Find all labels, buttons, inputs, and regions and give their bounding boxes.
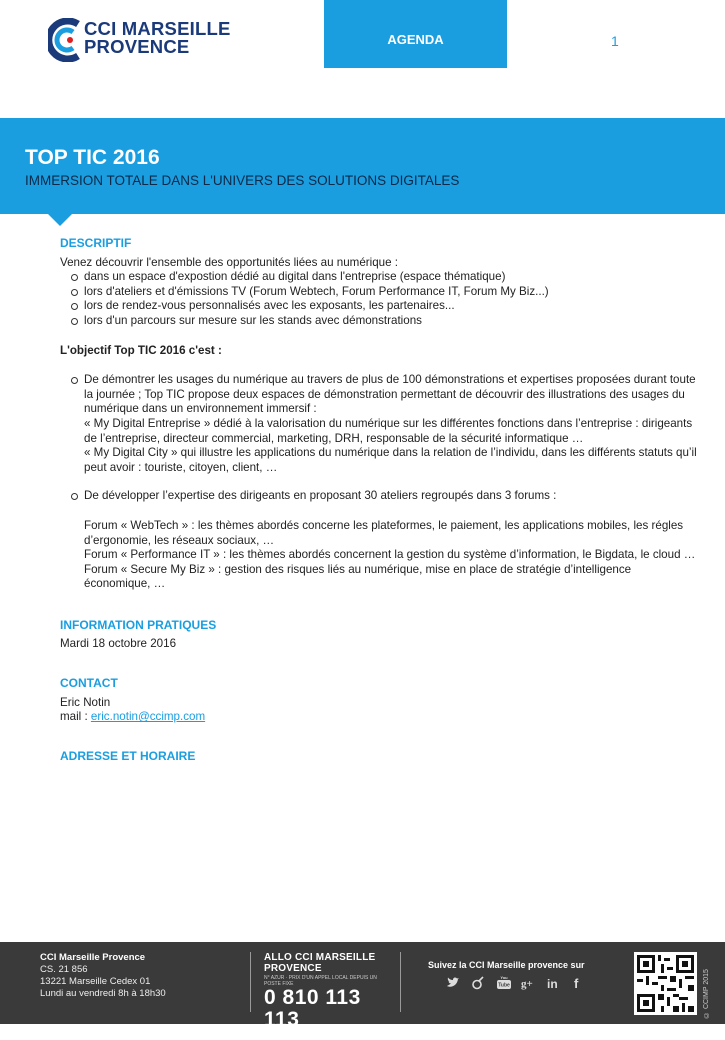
objective-item-1 xyxy=(84,373,700,475)
footer-org: CCI Marseille Provence xyxy=(40,952,146,963)
viadeo-icon[interactable] xyxy=(471,976,485,990)
contact-mail xyxy=(60,710,700,725)
logo-line2: PROVENCE xyxy=(84,36,190,57)
descriptif-intro: Venez découvrir l'ensemble des opportunités liées au numérique : xyxy=(60,255,398,269)
page-number: 1 xyxy=(611,33,619,49)
footer-divider xyxy=(250,952,251,1012)
social-icons xyxy=(446,976,585,990)
logo-line1: CCI MARSEILLE xyxy=(84,18,231,39)
contact-name: Eric Notin xyxy=(60,695,111,709)
google-plus-icon[interactable] xyxy=(521,976,535,990)
footer-address xyxy=(40,952,166,1000)
footer-divider xyxy=(400,952,401,1012)
logo-wordmark xyxy=(84,20,231,56)
allo-website[interactable]: WWW.CCIMP.COM xyxy=(291,1031,357,1040)
allo-subtitle: N° AZUR · PRIX D'UN APPEL LOCAL DEPUIS UN POSTE FIXE xyxy=(264,975,377,987)
mail-label: mail : xyxy=(60,710,91,724)
forum-webtech: Forum « WebTech » : les thèmes abordés concerne les plateformes, le paiement, les applications mobiles, les régles d’ergonomie, les réseaux sociaux, … xyxy=(84,518,684,547)
svg-text:in: in xyxy=(547,977,558,990)
twitter-icon[interactable] xyxy=(446,976,460,990)
allo-phone[interactable]: 0 810 113 113 xyxy=(264,986,361,1031)
info-heading: INFORMATION PRATIQUES xyxy=(60,617,217,632)
svg-text:You: You xyxy=(500,976,508,980)
objective1-line2: « My Digital Entreprise » dédié à la valorisation du numérique sur les différentes fonctions dans l’entreprise : dirigeants de l’entreprise, directeur commercial, marketing, DRH, responsable de la sécurité informatique … xyxy=(84,416,693,445)
main-content xyxy=(60,236,700,768)
objective-title: L'objectif Top TIC 2016 c'est : xyxy=(60,343,222,357)
descriptif-list xyxy=(60,270,700,328)
qr-code[interactable] xyxy=(634,952,697,1015)
objective2-text: De développer l’expertise des dirigeants en proposant 30 ateliers regroupés dans 3 forums : xyxy=(84,489,557,503)
banner-notch xyxy=(48,214,72,226)
footer-line2: 13221 Marseille Cedex 01 xyxy=(40,976,151,987)
page-subtitle: IMMERSION TOTALE DANS L'UNIVERS DES SOLUTIONS DIGITALES xyxy=(25,173,460,188)
objective1-line3: « My Digital City » qui illustre les applications du numérique dans la relation de l’individu, dans les différents statuts qu’il peut avoir : touriste, citoyen, client, … xyxy=(84,446,697,474)
footer-line1: CS. 21 856 xyxy=(40,964,88,975)
svg-text:f: f xyxy=(574,976,579,990)
contact-heading: CONTACT xyxy=(60,676,118,691)
youtube-icon[interactable] xyxy=(496,976,510,990)
copyright: © CCIMP 2015 xyxy=(703,969,710,1018)
allo-title: ALLO CCI MARSEILLE PROVENCE xyxy=(264,952,376,974)
page-title: TOP TIC 2016 xyxy=(25,146,160,169)
forum-secure-my-biz: Forum « Secure My Biz » : gestion des risques liés au numérique, mise en place de stratégie d’intelligence économique, … xyxy=(84,562,632,591)
list-item: dans un espace d'expostion dédié au digital dans l'entreprise (espace thématique) xyxy=(84,270,700,285)
cci-logo-icon xyxy=(48,18,84,62)
page-footer xyxy=(0,942,725,1040)
svg-text:g+: g+ xyxy=(521,978,533,990)
list-item: lors d'un parcours sur mesure sur les stands avec démonstrations xyxy=(84,314,700,329)
email-link[interactable]: eric.notin@ccimp.com xyxy=(90,710,206,724)
objective-list xyxy=(60,373,700,592)
qr-code-icon xyxy=(634,952,697,1015)
footer-line3: Lundi au vendredi 8h à 18h30 xyxy=(40,988,166,999)
svg-text:Tube: Tube xyxy=(498,982,510,989)
agenda-tab[interactable]: AGENDA xyxy=(324,0,507,68)
info-date: Mardi 18 octobre 2016 xyxy=(60,637,177,651)
descriptif-heading: DESCRIPTIF xyxy=(60,236,132,250)
follow-label: Suivez la CCI Marseille provence sur xyxy=(428,960,585,970)
objective-item-2 xyxy=(84,489,700,592)
list-item: lors d'ateliers et d'émissions TV (Forum Webtech, Forum Performance IT, Forum My Biz...) xyxy=(84,285,700,300)
objective1-text: De démontrer les usages du numérique au travers de plus de 100 démonstrations et expertises proposées durant toute la journée ; Top TIC propose deux espaces de démonstration permettant de découvrir des illustrations des usages du numérique dans un environnement immersif : xyxy=(84,373,696,416)
title-banner xyxy=(0,118,725,214)
allo-block xyxy=(264,952,394,1040)
page-header xyxy=(0,0,725,118)
list-item: lors de rendez-vous personnalisés avec les exposants, les partenaires... xyxy=(84,299,700,314)
forum-performance-it: Forum « Performance IT » : les thèmes abordés concernent la gestion du système d’information, le Bigdata, le cloud … xyxy=(84,548,696,562)
adresse-heading: ADRESSE ET HORAIRE xyxy=(60,748,196,763)
linkedin-icon[interactable] xyxy=(546,976,560,990)
facebook-icon[interactable] xyxy=(571,976,585,990)
